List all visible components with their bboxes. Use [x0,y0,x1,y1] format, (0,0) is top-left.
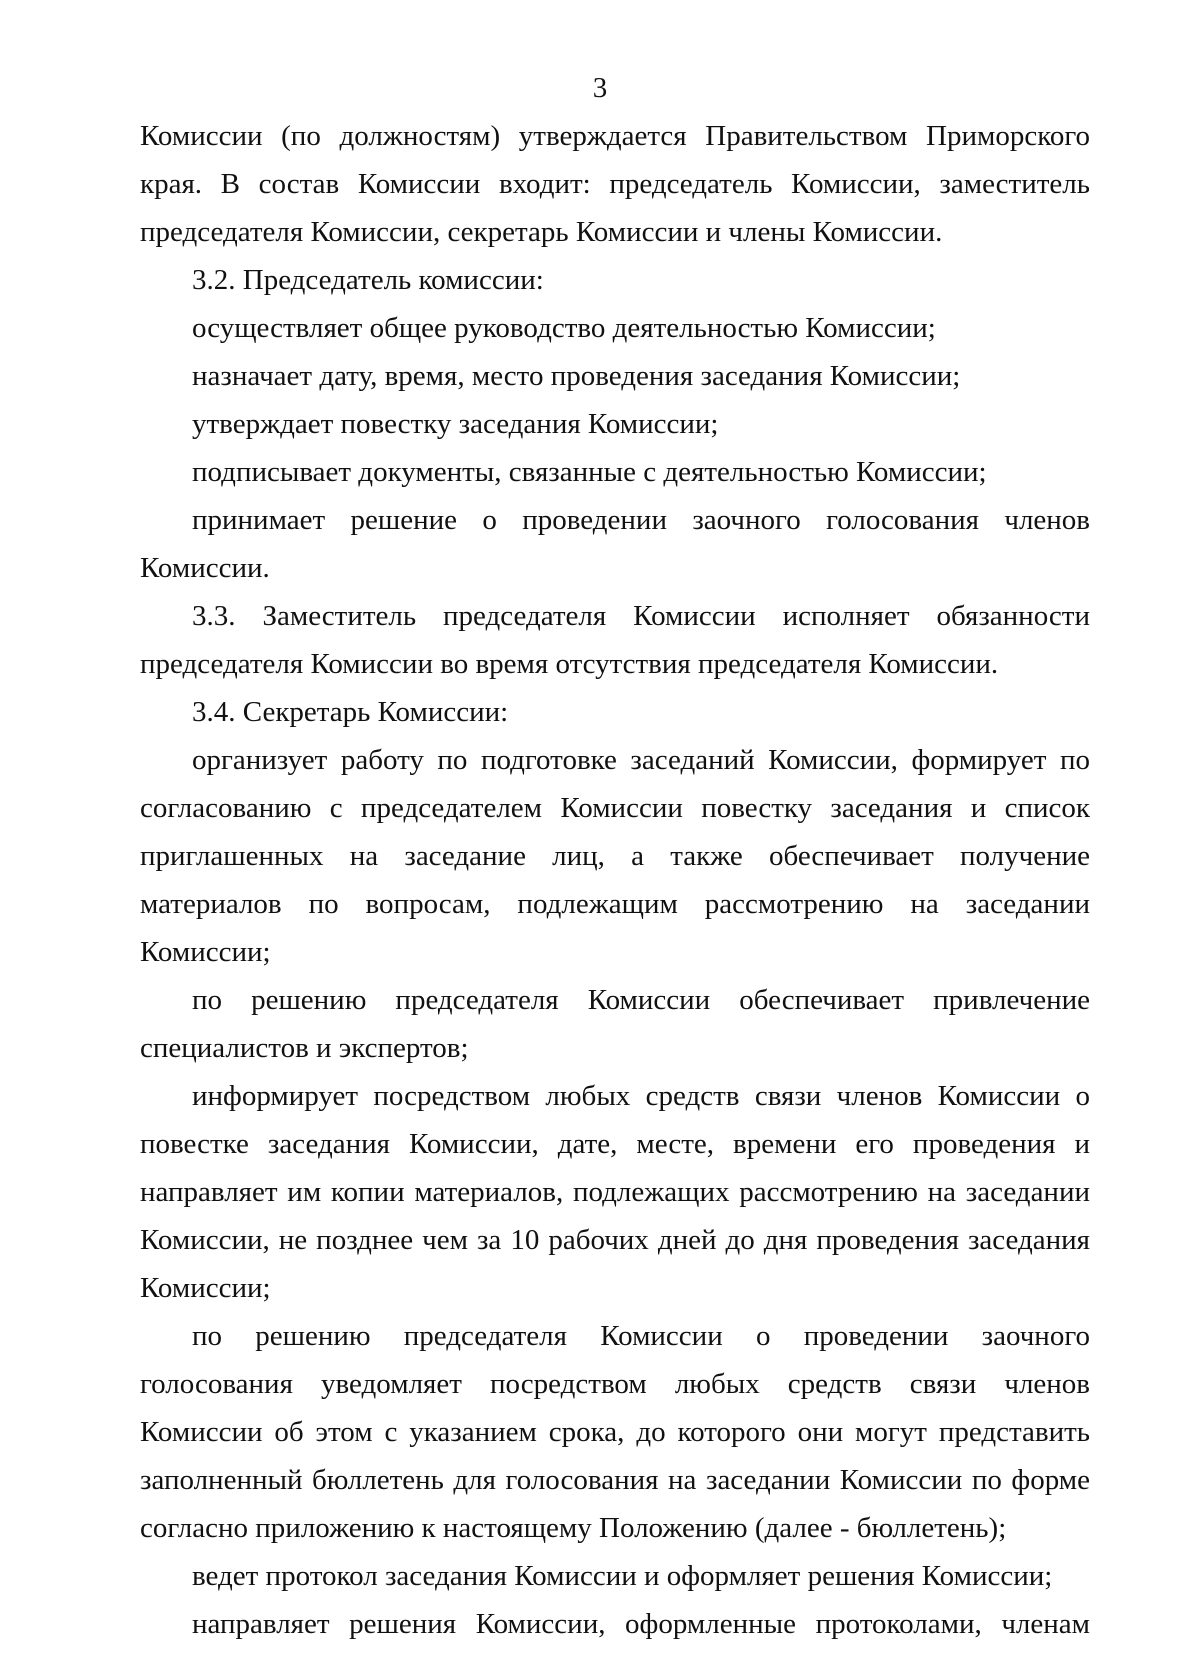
page-number: 3 [592,72,608,104]
paragraph: Комиссии (по должностям) утверждается Правительством Приморского края. В состав Комиссии входит: председатель Комиссии, заместитель председателя Комиссии, секретарь Комиссии и члены Комиссии. [140,120,1090,248]
paragraph: подписывает документы, связанные с деятельностью Комиссии; [192,456,987,488]
paragraph: назначает дату, время, место проведения заседания Комиссии; [192,360,961,392]
paragraph: организует работу по подготовке заседаний Комиссии, формирует по согласованию с председателем Комиссии повестку заседания и список приглашенных на заседание лиц, а также обеспечивает получение материалов по вопросам, подлежащим рассмотрению на заседании Комиссии; [140,744,1090,968]
paragraph: утверждает повестку заседания Комиссии; [192,408,719,440]
paragraph: направляет решения Комиссии, оформленные протоколами, членам [192,1608,1090,1640]
paragraph: 3.2. Председатель комиссии: [192,264,544,296]
paragraph: по решению председателя Комиссии о проведении заочного голосования уведомляет посредством любых средств связи членов Комиссии об этом с указанием срока, до которого они могут представить заполненный бюллетень для голосования на заседании Комиссии по форме согласно приложению к настоящему Положению (далее - бюллетень); [140,1320,1090,1544]
paragraph: ведет протокол заседания Комиссии и оформляет решения Комиссии; [192,1560,1053,1592]
paragraph: осуществляет общее руководство деятельностью Комиссии; [192,312,936,344]
paragraph: принимает решение о проведении заочного голосования членов Комиссии. [140,504,1090,584]
paragraph: 3.4. Секретарь Комиссии: [192,696,509,728]
paragraph: 3.3. Заместитель председателя Комиссии исполняет обязанности председателя Комиссии во время отсутствия председателя Комиссии. [140,600,1090,680]
document-body [140,112,1090,1648]
paragraph: информирует посредством любых средств связи членов Комиссии о повестке заседания Комиссии, дате, месте, времени его проведения и направляет им копии материалов, подлежащих рассмотрению на заседании Комиссии, не позднее чем за 10 рабочих дней до дня проведения заседания Комиссии; [140,1080,1090,1304]
paragraph: по решению председателя Комиссии обеспечивает привлечение специалистов и экспертов; [140,984,1090,1064]
